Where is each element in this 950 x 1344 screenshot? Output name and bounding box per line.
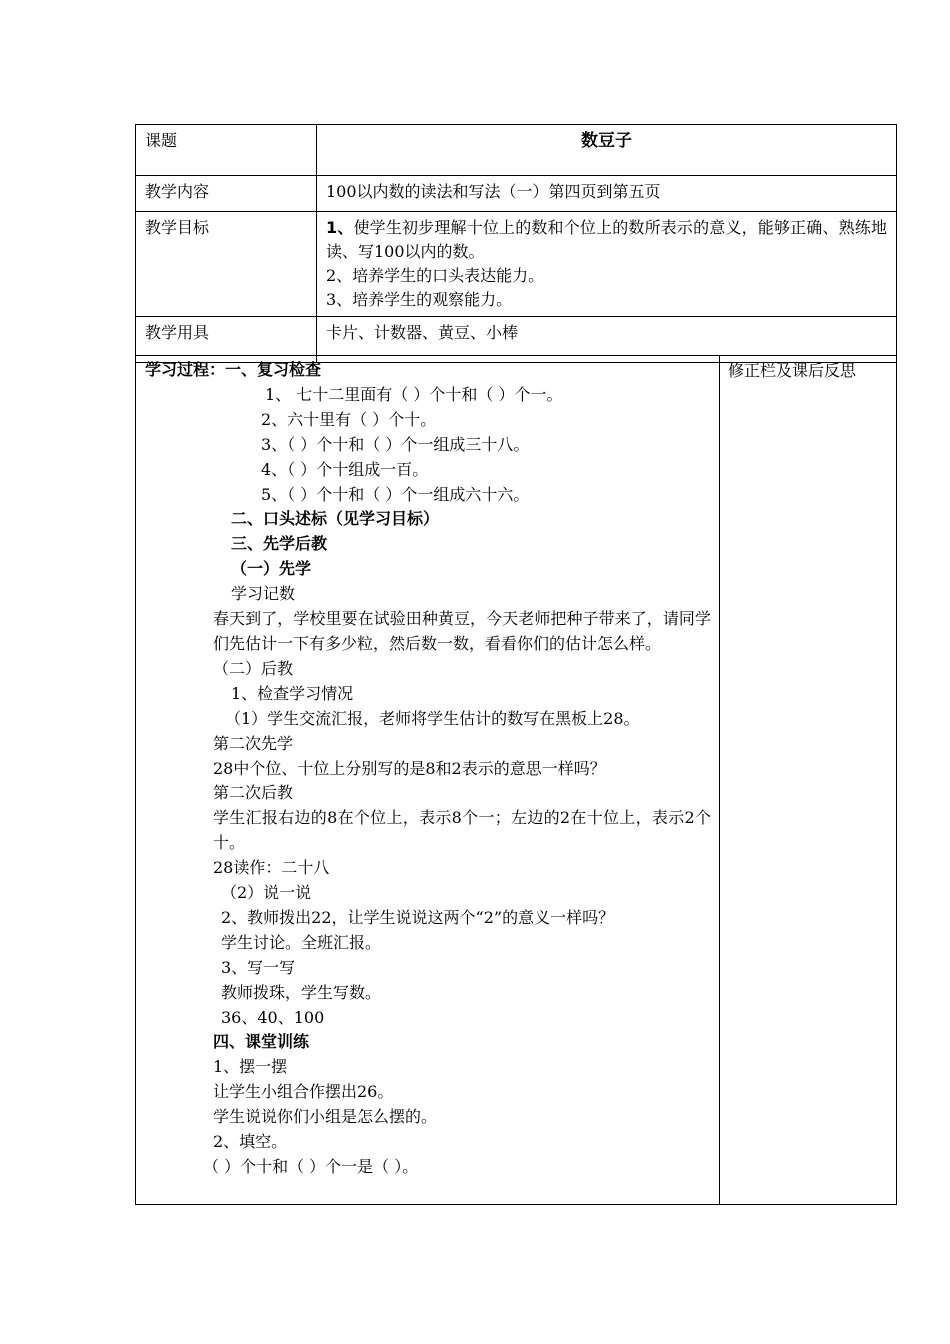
section-heading: 四、课堂训练 [213, 1032, 310, 1052]
review-item: 3、（ ）个十和（ ）个一组成三十八。 [261, 434, 530, 454]
process-heading: 学习过程：一、复习检查 [145, 360, 322, 379]
question-22: 2、教师拨出22，让学生说说这两个“2”的意义一样吗？ [221, 907, 615, 927]
lesson-info-table [135, 124, 897, 363]
goals-label: 教学目标 [136, 212, 317, 317]
read-text: 28读作：二十八 [213, 858, 330, 878]
topic-label: 课题 [136, 125, 317, 176]
goals-cell [317, 212, 897, 317]
numbers-text: 36、40、100 [221, 1007, 325, 1027]
training-text: 让学生小组合作摆出26。 [213, 1082, 394, 1102]
training-item: 2、填空。 [213, 1132, 288, 1152]
content-label: 教学内容 [136, 176, 317, 212]
lesson-title: 数豆子 [317, 125, 897, 176]
report-paragraph: 学生汇报右边的8在个位上，表示8个一；左边的2在十位上，表示2个十。 [213, 808, 711, 853]
subsection-heading: （一）先学 [231, 559, 312, 579]
goal-1-text: 使学生初步理解十位上的数和个位上的数所表示的意义，能够正确、熟练地读、写100以内的数。 [326, 218, 887, 261]
training-item: 1、摆一摆 [213, 1057, 288, 1077]
training-text: 学生说说你们小组是怎么摆的。 [213, 1107, 438, 1127]
story-paragraph: 春天到了，学校里要在试验田种黄豆，今天老师把种子带来了，请同学们先估计一下有多少粒，然后数一数，看看你们的估计怎么样。 [213, 609, 711, 653]
second-study: 第二次先学 [213, 733, 294, 753]
goal-3: 3、培养学生的观察能力。 [326, 290, 513, 309]
goal-1-number: 1、 [326, 218, 354, 237]
section-heading: 二、口头述标（见学习目标） [231, 509, 440, 529]
write-title: 3、写一写 [221, 957, 296, 977]
say-item: （2）说一说 [221, 883, 312, 903]
process-cell [136, 356, 720, 1205]
study-title: 学习记数 [231, 584, 296, 604]
tools-value: 卡片、计数器、黄豆、小棒 [317, 317, 897, 363]
question-text: 28中个位、十位上分别写的是8和2表示的意思一样吗？ [213, 758, 606, 778]
reflection-cell [720, 356, 897, 1205]
check-item: 1、检查学习情况 [231, 683, 354, 703]
discuss-text: 学生讨论。全班汇报。 [221, 932, 382, 952]
step-item: （1）学生交流汇报，老师将学生估计的数写在黑板上28。 [225, 708, 640, 728]
review-item: 1、 七十二里面有（ ）个十和（ ）个一。 [265, 384, 563, 404]
review-item: 2、六十里有（ ）个十。 [261, 409, 437, 429]
write-desc: 教师拨珠，学生写数。 [221, 982, 382, 1002]
second-teach: 第二次后教 [213, 783, 294, 803]
section-heading: 三、先学后教 [231, 534, 328, 554]
goal-2: 2、培养学生的口头表达能力。 [326, 266, 545, 285]
subsection-heading: （二）后教 [213, 658, 294, 678]
lesson-process-table [135, 355, 897, 1205]
review-item: 4、（ ）个十组成一百。 [261, 459, 429, 479]
reflection-label: 修正栏及课后反思 [728, 361, 857, 380]
goal-1 [326, 216, 887, 264]
fill-blank: （ ）个十和（ ）个一是（ ）。 [203, 1157, 419, 1176]
content-value: 100以内数的读法和写法（一）第四页到第五页 [317, 176, 897, 212]
review-item: 5、（ ）个十和（ ）个一组成六十六。 [261, 484, 530, 504]
tools-label: 教学用具 [136, 317, 317, 363]
